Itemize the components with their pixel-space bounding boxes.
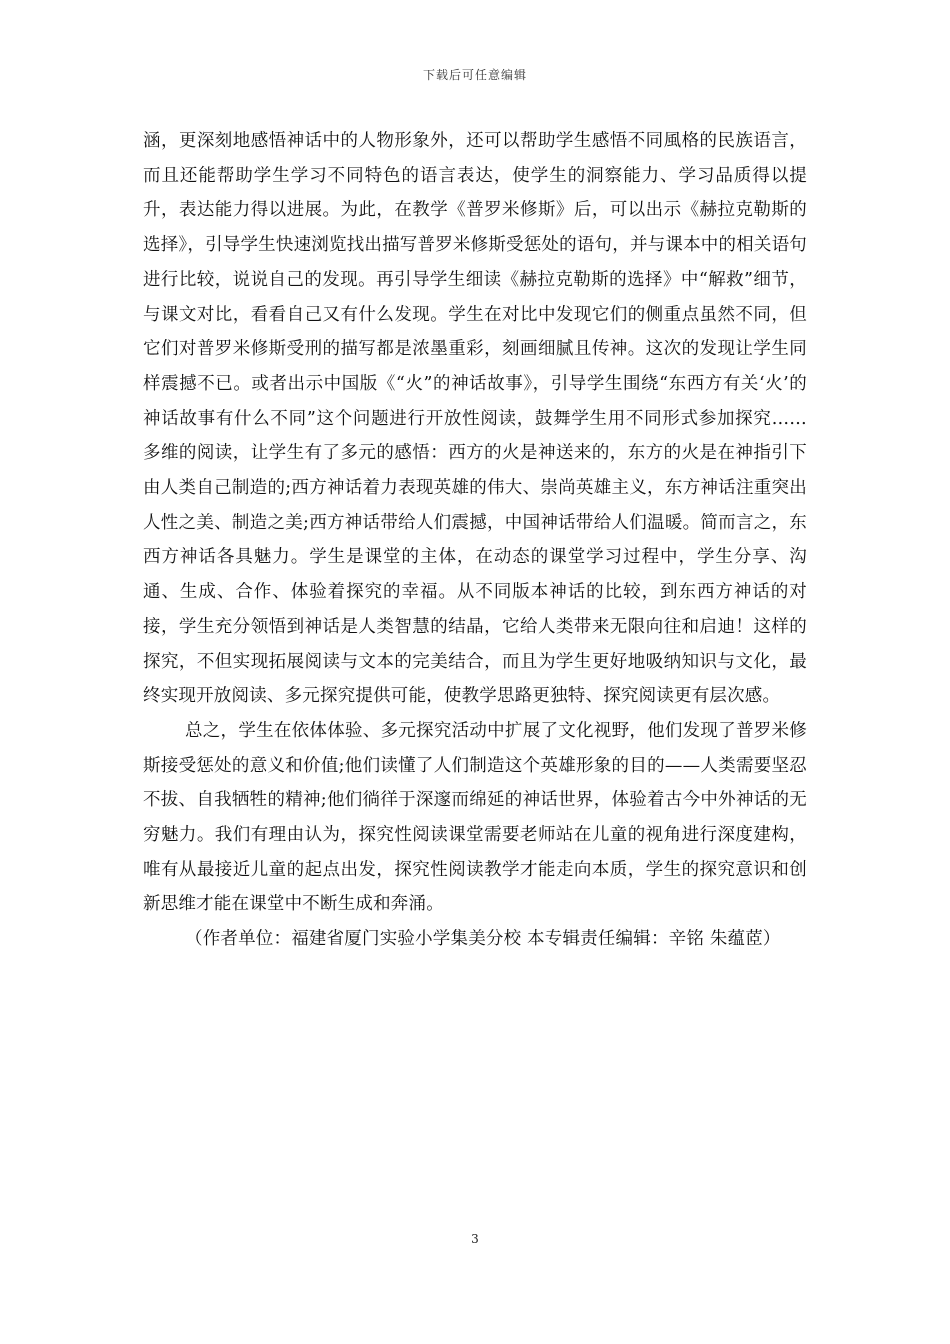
paragraph-conclusion: 总之，学生在依体体验、多元探究活动中扩展了文化视野，他们发现了普罗米修斯接受惩处的意义和价值;他们读懂了人们制造这个英雄形象的目的——人类需要坚忍不拔、自我牺牲的精神;他们徜徉于深邃而绵延的神话世界，体验着古今中外神话的无穷魅力。我们有理由认为，探究性阅读课堂需要老师站在儿童的视角进行深度建构，唯有从最接近儿童的起点出发，探究性阅读教学才能走向本质，学生的探究意识和创新思维才能在课堂中不断生成和奔涌。 xyxy=(143,720,807,915)
article-body xyxy=(143,124,807,957)
page-header: 下载后可任意编辑 xyxy=(422,68,527,82)
author-affiliation: （作者单位：福建省厦门实验小学集美分校 本专辑责任编辑：辛铭 朱蕴茝） xyxy=(185,929,781,950)
paragraph-comparative-reading: 涵，更深刻地感悟神话中的人物形象外，还可以帮助学生感悟不同風格的民族语言，而且还能帮助学生学习不同特色的语言表达，使学生的洞察能力、学习品质得以提升，表达能力得以进展。为此，在教学《普罗米修斯》后，可以出示《赫拉克勒斯的选择》，引导学生快速浏览找出描写普罗米修斯受惩处的语句，并与课本中的相关语句进行比较，说说自己的发现。再引导学生细读《赫拉克勒斯的选择》中“解救”细节，与课文对比，看看自己又有什么发现。学生在对比中发现它们的侧重点虽然不同，但它们对普罗米修斯受刑的描写都是浓墨重彩，刻画细腻且传神。这次的发现让学生同样震撼不已。或者出示中国版《“火”的神话故事》，引导学生围绕“东西方有关‘火’的神话故事有什么不同”这个问题进行开放性阅读，鼓舞学生用不同形式参加探究……多维的阅读，让学生有了多元的感悟：西方的火是神送来的，东方的火是在神指引下由人类自己制造的;西方神话着力表现英雄的伟大、崇尚英雄主义，东方神话注重突出人性之美、制造之美;西方神话带给人们震撼，中国神话带给人们温暖。简而言之，东西方神话各具魅力。学生是课堂的主体，在动态的课堂学习过程中，学生分享、沟通、生成、合作、体验着探究的幸福。从不同版本神话的比较，到东西方神话的对接，学生充分领悟到神话是人类智慧的结晶，它给人类带来无限向往和启迪！这样的探究，不但实现拓展阅读与文本的完美结合，而且为学生更好地吸纳知识与文化，最终实现开放阅读、多元探究提供可能，使教学思路更独特、探究阅读更有层次感。 xyxy=(143,131,807,707)
page-number: 3 xyxy=(471,1232,479,1246)
